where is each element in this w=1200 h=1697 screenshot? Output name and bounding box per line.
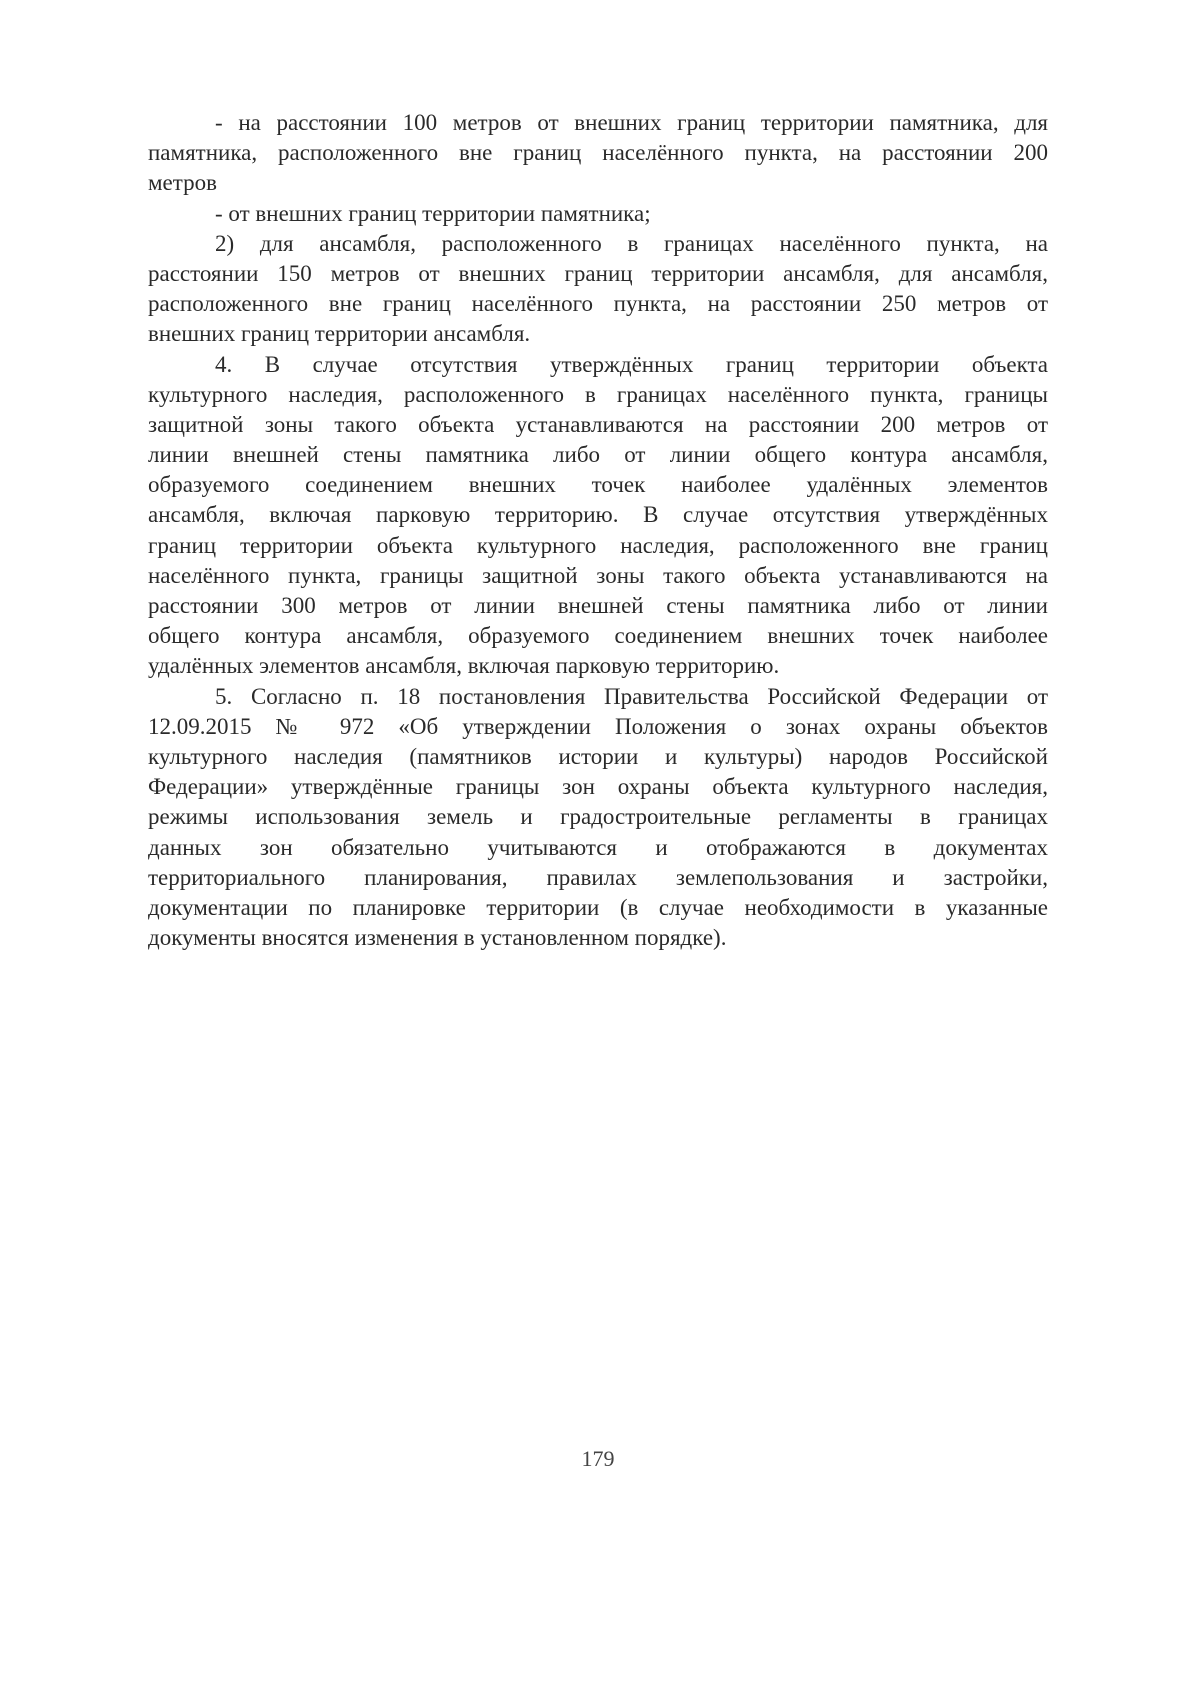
text-line: Федерации» утверждённые границы зон охраны объекта культурного наследия, xyxy=(148,774,1048,800)
text-line: удалённых элементов ансамбля, включая парковую территорию. xyxy=(148,653,780,679)
text-line: внешних границ территории ансамбля. xyxy=(148,321,531,347)
text-line: документации по планировке территории (в случае необходимости в указанные xyxy=(148,894,1048,920)
page-number: 179 xyxy=(581,1446,615,1471)
text-line: - от внешних границ территории памятника; xyxy=(215,200,651,226)
paragraph xyxy=(148,229,1048,350)
paragraph xyxy=(148,199,1048,229)
text-line: защитной зоны такого объекта устанавливаются на расстоянии 200 метров от xyxy=(148,411,1048,437)
text-line: 5. Согласно п. 18 постановления Правительства Российской Федерации от xyxy=(215,683,1048,709)
text-line: документы вносятся изменения в установленном порядке). xyxy=(148,925,727,951)
text-line: - на расстоянии 100 метров от внешних границ территории памятника, для xyxy=(215,110,1048,135)
text-line: режимы использования земель и градостроительные регламенты в границах xyxy=(148,804,1048,830)
text-line: 12.09.2015 № 972 «Об утверждении Положения о зонах охраны объектов xyxy=(148,713,1048,739)
text-line: границ территории объекта культурного наследия, расположенного вне границ xyxy=(148,532,1048,558)
text-line: 4. В случае отсутствия утверждённых границ территории объекта xyxy=(215,351,1048,377)
text-line: культурного наследия, расположенного в границах населённого пункта, границы xyxy=(148,381,1048,407)
text-line: расположенного вне границ населённого пункта, на расстоянии 250 метров от xyxy=(148,291,1048,317)
paragraph xyxy=(148,108,1048,199)
text-line: общего контура ансамбля, образуемого соединением внешних точек наиболее xyxy=(148,623,1048,649)
text-line: расстоянии 300 метров от линии внешней стены памятника либо от линии xyxy=(148,593,1048,618)
text-line: населённого пункта, границы защитной зоны такого объекта устанавливаются на xyxy=(148,562,1048,588)
text-line: культурного наследия (памятников истории и культуры) народов Российской xyxy=(148,743,1048,769)
text-line: данных зон обязательно учитываются и отображаются в документах xyxy=(148,834,1048,860)
document-body xyxy=(148,108,1048,953)
text-line: памятника, расположенного вне границ населённого пункта, на расстоянии 200 xyxy=(148,140,1048,166)
paragraph xyxy=(148,682,1048,954)
text-line: ансамбля, включая парковую территорию. В случае отсутствия утверждённых xyxy=(148,502,1048,528)
paragraph xyxy=(148,350,1048,682)
text-line: метров xyxy=(148,170,217,196)
text-line: линии внешней стены памятника либо от линии общего контура ансамбля, xyxy=(148,442,1048,468)
text-line: образуемого соединением внешних точек наиболее удалённых элементов xyxy=(148,472,1048,498)
text-line: расстоянии 150 метров от внешних границ территории ансамбля, для ансамбля, xyxy=(148,260,1048,286)
text-line: территориального планирования, правилах землепользования и застройки, xyxy=(148,864,1048,890)
text-line: 2) для ансамбля, расположенного в границах населённого пункта, на xyxy=(215,230,1048,256)
